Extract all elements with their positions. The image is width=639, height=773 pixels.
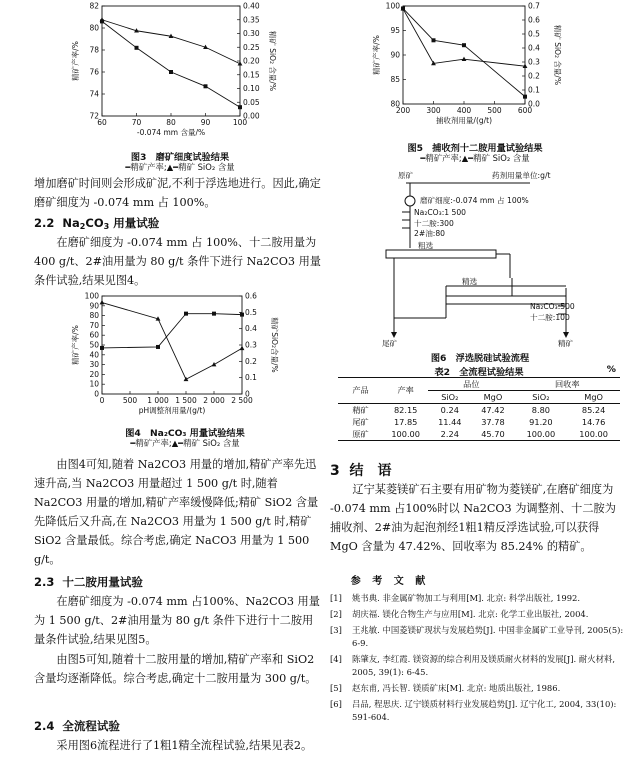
table-cell: 14.76 [581, 417, 606, 427]
y-tick-label: 90 [89, 301, 99, 311]
x-tick-label: 70 [131, 118, 142, 127]
x-tick-label: 1 000 [147, 396, 169, 405]
x-tick-label: 1 500 [175, 396, 197, 405]
data-point [204, 84, 208, 88]
para-after-fig3: 增加磨矿时间则会形成矿泥,不利于浮选地进行。因此,确定磨矿细度为 -0.074 mm 占 100%。 [34, 177, 321, 209]
y2-tick-label: 0.3 [245, 340, 257, 350]
ref-item: [5] 赵东甫, 冯长智. 镁质矿床[M]. 北京: 地质出版社, 1986. [330, 683, 561, 693]
y-tick-label: 80 [89, 23, 99, 33]
table2-h-product: 产品 [338, 378, 383, 404]
y2-tick-label: 0.1 [528, 85, 540, 95]
para-2-2: 在磨矿细度为 -0.074 mm 占 100%、十二胺用量为 400 g/t、2#油用量为 80 g/t 条件下进行 Na2CO3 用量条件试验,结果见图4。 [34, 236, 321, 287]
y2-tick-label: 0.40 [243, 1, 260, 11]
fig6-rough: 粗选 [418, 241, 434, 250]
y-tick-label: 60 [89, 330, 99, 340]
data-point [100, 300, 105, 304]
table-cell: 尾矿 [352, 416, 369, 427]
table2-sub: SiO₂ [428, 391, 471, 404]
table-cell: 100.00 [579, 429, 608, 439]
fig6-clean: 精选 [462, 277, 478, 286]
heading-2-4: 2.4 全流程试验 [34, 719, 120, 733]
y-tick-label: 50 [89, 340, 99, 350]
y2-tick-label: 0.5 [245, 307, 257, 317]
x-tick-label: 500 [122, 396, 138, 405]
table2-sub: SiO₂ [515, 391, 568, 404]
y-tick-label: 100 [84, 291, 99, 301]
data-point [212, 362, 217, 366]
para-after-fig4: 由图4可知,随着 Na2CO3 用量的增加,精矿产率先迅速升高,当 Na2CO3 用量超过 1 500 g/t 时,随着 Na2CO3 用量的增加,精矿产率缓慢降低;精矿 SiO2 含量先降低后又升高,在 Na2CO3 用量为 1 500 g/t 时,精矿 SiO2 含量最低。综合考虑,确定 NaCO3 用量为 1 500 g/t。 [34, 458, 319, 566]
fig6-reag1-oil: 2#油:80 [414, 229, 446, 238]
y-axis-label: 精矿产率/% [71, 41, 80, 81]
fig5-legend: ━精矿产率;▲━精矿 SiO₂ 含量 [420, 153, 530, 163]
table2-h-grade: 品位 [428, 378, 514, 391]
refs-list [330, 592, 626, 727]
x-tick-label: 400 [456, 106, 472, 115]
fig4-caption: 图4 Na₂CO₃ 用量试验结果 [125, 428, 245, 439]
table-cell: 精矿 [352, 404, 369, 415]
fig4-chart [70, 290, 300, 426]
table-cell: 100.00 [391, 429, 420, 439]
y-tick-label: 100 [385, 1, 400, 11]
x-tick-label: 100 [232, 118, 248, 127]
table-cell: 8.80 [531, 405, 550, 415]
series-line-1 [403, 8, 525, 96]
x-axis-label: 捕收剂用量/(g/t) [435, 116, 493, 125]
para-3: 辽宁某菱镁矿石主要有用矿物为菱镁矿,在磨矿细度为 -0.074 mm 占100%时以 Na2CO3 为调整剂、十二胺为捕收剂、2#油为起泡剂经1粗1精反浮选试验,可以获得 MgO 含量为 47.42%、回收率为 85.24% 的精矿。 [330, 483, 616, 553]
data-point [462, 57, 467, 61]
y2-tick-label: 0.30 [243, 29, 260, 38]
ref-item: [6] 吕品, 程思庆. 辽宁镁质材料行业发展趋势[J]. 辽宁化工, 2004, 33(10): 591-604. [330, 699, 617, 722]
y2-tick-label: 0.5 [528, 29, 540, 39]
fig6-reag1-amine: 十二胺:300 [414, 219, 454, 228]
y2-tick-label: 0.0 [528, 99, 540, 109]
x-axis-label: pH调整剂用量/(g/t) [138, 406, 206, 415]
y2-tick-label: 0.7 [528, 1, 540, 11]
fig6-conc: 精矿 [558, 339, 574, 348]
y2-tick-label: 0.6 [245, 291, 257, 301]
para-2-3b: 由图5可知,随着十二胺用量的增加,精矿产率和 SiO2 含量均逐渐降低。综合考虑,确定十二胺用量为 300 g/t。 [34, 653, 317, 685]
y-tick-label: 30 [89, 360, 99, 370]
fig6-raw-ore: 原矿 [398, 171, 414, 180]
fig6-unit-note: 药剂用量单位:g/t [492, 171, 551, 180]
y2-tick-label: 0 [245, 389, 250, 399]
y-tick-label: 74 [89, 89, 99, 99]
y-tick-label: 80 [89, 311, 99, 321]
table2-sub: MgO [471, 391, 514, 404]
y2-tick-label: 0.3 [528, 57, 540, 67]
data-point [212, 312, 216, 316]
table-cell: 0.24 [440, 405, 459, 415]
fig6-tail: 尾矿 [382, 339, 398, 348]
y-axis-label: 精矿产率/% [372, 35, 381, 75]
ref-item: [2] 胡庆福. 镁化合物生产与应用[M]. 北京: 化学工业出版社, 2004. [330, 609, 589, 619]
y-tick-label: 80 [390, 99, 400, 109]
y-tick-label: 82 [89, 1, 99, 11]
plot-frame [102, 296, 242, 394]
y-tick-label: 85 [390, 75, 400, 84]
x-tick-label: 500 [487, 106, 502, 115]
table2-sub: MgO [567, 391, 620, 404]
y2-tick-label: 0.6 [528, 15, 540, 25]
data-point [169, 70, 173, 74]
y-tick-label: 78 [89, 45, 99, 55]
fig6-reag2-na2co3: Na₂CO₃:500 [530, 302, 575, 311]
table2-unit: % [606, 364, 616, 375]
table-cell: 100.00 [526, 429, 556, 439]
plot-frame [102, 6, 240, 116]
data-point [240, 346, 245, 350]
table-cell: 47.42 [481, 405, 505, 415]
x-tick-label: 60 [97, 118, 107, 127]
table-row [338, 428, 620, 441]
table2 [338, 364, 620, 441]
table-row [338, 404, 620, 417]
table-cell: 2.24 [440, 429, 459, 439]
fig4-legend: ━精矿产率;▲━精矿 SiO₂ 含量 [130, 438, 240, 448]
table-cell: 91.20 [529, 417, 553, 427]
data-point [100, 17, 105, 21]
fig6-caption: 图6 浮选脱硅试验流程 [430, 353, 530, 364]
x-tick-label: 300 [426, 106, 441, 115]
y-axis-label: 精矿产率/% [71, 325, 80, 365]
y2-tick-label: 0.35 [243, 15, 260, 25]
x-tick-label: 600 [517, 106, 533, 115]
y2-tick-label: 0.15 [243, 70, 260, 80]
y2-axis-label: 精矿 SiO₂ 含量/% [268, 30, 277, 92]
y-tick-label: 20 [89, 369, 99, 379]
table-cell: 85.24 [581, 405, 606, 415]
data-point [184, 312, 188, 316]
plot-frame [403, 6, 525, 104]
table2-h-recovery: 回收率 [515, 378, 620, 391]
ref-item: [4] 陈肇友, 李红霞. 镁资源的综合利用及镁质耐火材料的发展[J]. 耐火材料, 2005, 39(1): 6-45. [330, 654, 616, 677]
y-tick-label: 95 [390, 26, 400, 35]
fig6-grind: 磨矿细度:-0.074 mm 占 100% [420, 196, 529, 205]
y2-axis-label: 精矿 SiO₂ 含量/% [553, 24, 562, 86]
y-tick-label: 0 [94, 389, 99, 399]
fig6-flowchart [380, 168, 610, 348]
para-2-4: 采用图6流程进行了1粗1精全流程试验,结果见表2。 [56, 739, 313, 752]
fig3-legend: ━精矿产率;▲━精矿 SiO₂ 含量 [125, 162, 235, 172]
y2-tick-label: 0.2 [245, 356, 257, 366]
x-tick-label: 2 000 [203, 396, 225, 405]
series-line-2 [102, 20, 240, 64]
table-cell: 17.85 [393, 417, 418, 427]
table-cell: 45.70 [481, 429, 505, 439]
table2-h-yield: 产率 [383, 378, 428, 404]
series-line-1 [102, 314, 242, 348]
x-tick-label: 0 [99, 396, 105, 405]
heading-3: 3 结 语 [330, 463, 392, 479]
fig5-chart [372, 0, 575, 140]
table-cell: 37.78 [481, 417, 505, 427]
x-axis-label: -0.074 mm 含量/% [136, 128, 206, 137]
fig6-reag1-na2co3: Na₂CO₃:1 500 [414, 208, 466, 217]
y-tick-label: 90 [390, 50, 400, 60]
y-tick-label: 70 [89, 320, 99, 330]
fig3-chart [70, 0, 290, 152]
data-point [156, 345, 160, 349]
y2-tick-label: 0.1 [245, 373, 257, 383]
data-point [238, 105, 242, 109]
x-tick-label: 90 [200, 118, 211, 127]
y2-tick-label: 0.4 [245, 324, 257, 334]
table-cell: 11.44 [438, 417, 462, 427]
table2-grid [338, 377, 620, 441]
refs-heading: 参 考 文 献 [350, 576, 430, 587]
heading-2-2: 2.2 $Na_2CO_3$ 用量试验 [34, 216, 160, 231]
para-2-3: 在磨矿细度为 -0.074 mm 占100%、Na2CO3 用量为 1 500 g/t、2#油用量为 80 g/t 条件下进行十二胺用量条件试验,结果见图5。 [34, 595, 320, 646]
table-cell: 82.15 [393, 405, 418, 415]
heading-2-3: 2.3 十二胺用量试验 [34, 575, 143, 589]
data-point [432, 38, 436, 42]
y2-tick-label: 0.05 [243, 97, 260, 107]
table2-title: 表2 全流程试验结果 [434, 367, 524, 378]
data-point [135, 46, 139, 50]
data-point [240, 313, 244, 317]
y2-axis-label: 精矿SiO₂含量/% [270, 317, 279, 373]
table-cell: 原矿 [352, 428, 369, 439]
data-point [462, 43, 466, 47]
x-tick-label: 200 [395, 106, 411, 115]
fig5-caption: 图5 捕收剂十二胺用量试验结果 [407, 143, 543, 154]
fig3-caption: 图3 磨矿细度试验结果 [130, 152, 230, 163]
data-point [100, 346, 104, 350]
y-tick-label: 72 [89, 111, 99, 121]
ref-item: [3] 王兆敏. 中国菱镁矿现状与发展趋势[J]. 中国非金属矿工业导刊, 2005(5): 6-9. [330, 625, 624, 648]
y-tick-label: 10 [89, 379, 99, 389]
y-tick-label: 40 [89, 350, 99, 360]
x-tick-label: 2 500 [231, 396, 253, 405]
y2-tick-label: 0.2 [528, 71, 540, 81]
fig6-reag2-amine: 十二胺:100 [530, 313, 570, 322]
y-tick-label: 76 [89, 67, 99, 77]
y2-tick-label: 0.25 [243, 42, 260, 52]
y2-tick-label: 0.20 [243, 56, 260, 66]
x-tick-label: 80 [166, 118, 176, 127]
ref-item: [1] 姚书典. 非金属矿物加工与利用[M]. 北京: 科学出版社, 1992. [330, 593, 581, 603]
y2-tick-label: 0.4 [528, 43, 540, 53]
y2-tick-label: 0.10 [243, 84, 260, 93]
data-point [523, 95, 527, 99]
table-row [338, 416, 620, 428]
y2-tick-label: 0.00 [243, 111, 260, 121]
